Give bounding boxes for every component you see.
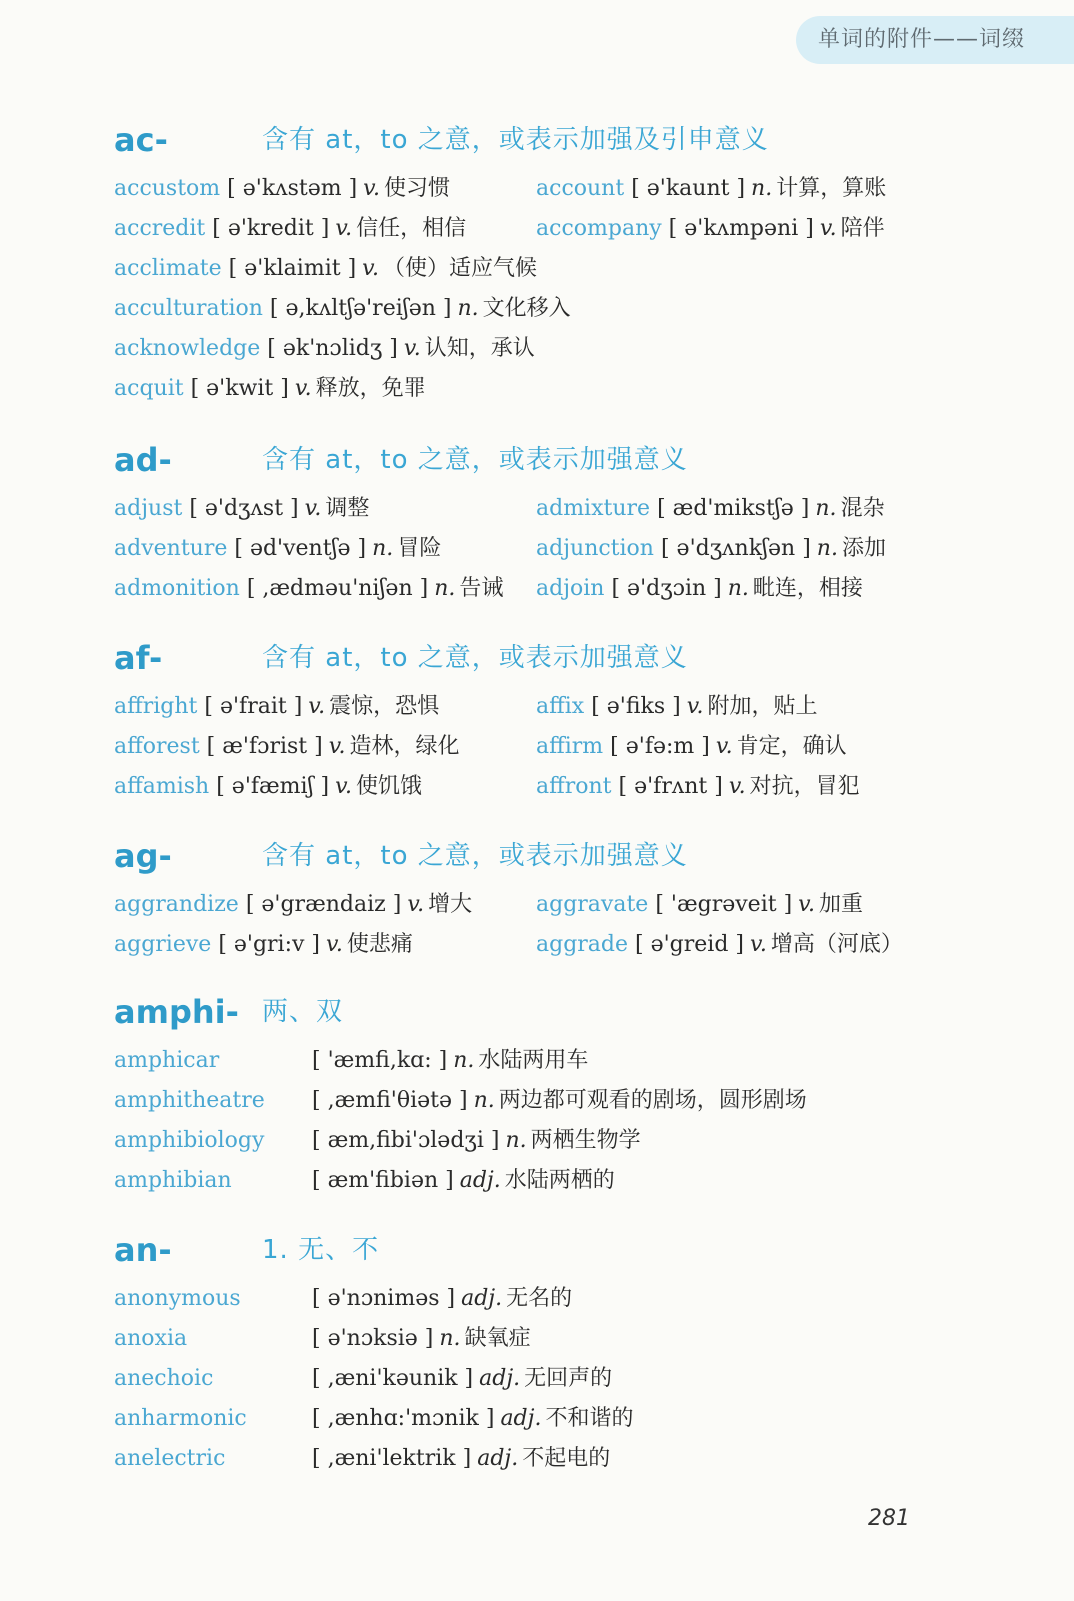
- entry: [312, 1085, 807, 1117]
- entry-def: 造林，绿化: [349, 734, 460, 759]
- entry-pos: v.: [308, 694, 326, 719]
- entry-ipa: [ ə'dʒʌst ]: [189, 496, 299, 521]
- entry-word: adjoin: [536, 576, 605, 601]
- entry-ipa: [ ,ænhɑ:'mɔnik ]: [312, 1406, 495, 1431]
- entry-word: affix: [536, 694, 585, 719]
- entry-pos: n.: [439, 1326, 461, 1351]
- prefix-heading: amphi-: [114, 993, 239, 1031]
- entry-ipa: [ ə'frʌnt ]: [618, 774, 723, 799]
- entry-ipa: [ ə'fiks ]: [591, 694, 681, 719]
- entry-pos: v.: [363, 176, 380, 201]
- entry-def: 计算，算账: [776, 176, 887, 201]
- entry-pos: n.: [815, 496, 837, 521]
- entry-pos: v.: [715, 734, 733, 759]
- entry-ipa: [ ə'dʒɔin ]: [611, 576, 722, 601]
- entry: [114, 1165, 232, 1197]
- entry-ipa: [ ə'kwit ]: [190, 376, 289, 401]
- entry-word: anelectric: [114, 1446, 226, 1471]
- entry: [114, 213, 466, 245]
- entry-pos: v.: [750, 932, 767, 957]
- entry-word: account: [536, 176, 625, 201]
- entry-def: 加重: [818, 892, 863, 917]
- entry-word: affamish: [114, 774, 210, 799]
- entry: [114, 691, 439, 723]
- entry: [312, 1045, 588, 1077]
- entry-pos: adj.: [500, 1406, 542, 1431]
- entry-pos: v.: [335, 774, 352, 799]
- entry: [312, 1283, 572, 1315]
- entry-pos: adj.: [459, 1168, 501, 1193]
- entry-def: 告诫: [459, 576, 504, 601]
- entry: [312, 1323, 531, 1355]
- entry-ipa: [ ək'nɔlidʒ ]: [267, 336, 398, 361]
- prefix-heading: af-: [114, 639, 163, 677]
- entry-word: aggrade: [536, 932, 629, 957]
- entry-word: affront: [536, 774, 612, 799]
- entry-pos: adj.: [477, 1446, 519, 1471]
- entry-pos: v.: [407, 892, 425, 917]
- entry: [114, 1125, 264, 1157]
- prefix-meaning: 含有 at，to 之意，或表示加强意义: [262, 643, 688, 673]
- entry-pos: v.: [328, 734, 346, 759]
- entry-def: 不起电的: [522, 1446, 611, 1471]
- entry-word: amphibiology: [114, 1128, 265, 1153]
- entry-ipa: [ ə'nɔksiə ]: [312, 1326, 434, 1351]
- entry-def: 水陆两用车: [478, 1048, 589, 1073]
- entry-def: 使习惯: [383, 176, 450, 201]
- entry-def: 混杂: [840, 496, 885, 521]
- prefix-heading: an-: [114, 1231, 172, 1269]
- entry-ipa: [ ,æni'kəunik ]: [312, 1366, 474, 1391]
- entry-word: accredit: [114, 216, 206, 241]
- entry-def: 陪伴: [840, 216, 885, 241]
- entry-def: 附加，贴上: [707, 694, 818, 719]
- entry-def: 信任，相信: [356, 216, 467, 241]
- entry: [536, 213, 885, 245]
- entry-ipa: [ ə'dʒʌnkʃən ]: [660, 536, 811, 561]
- entry: [114, 889, 472, 921]
- entry: [536, 771, 860, 803]
- entry-ipa: [ ə'kʌmpəni ]: [668, 216, 814, 241]
- entry-pos: n.: [434, 576, 456, 601]
- entry-ipa: [ ə'frait ]: [204, 694, 303, 719]
- entry: [536, 691, 818, 723]
- entry-word: anonymous: [114, 1286, 241, 1311]
- entry-def: 冒险: [397, 536, 442, 561]
- entry-pos: n.: [505, 1128, 527, 1153]
- entry-ipa: [ ə'kredit ]: [212, 216, 330, 241]
- entry: [114, 333, 535, 365]
- entry: [312, 1443, 610, 1475]
- entry-def: 震惊，恐惧: [329, 694, 440, 719]
- entry: [312, 1403, 633, 1435]
- entry-pos: n.: [453, 1048, 475, 1073]
- entry-def: 使悲痛: [346, 932, 413, 957]
- entry-def: 文化移入: [482, 296, 571, 321]
- entry-def: 无回声的: [524, 1366, 613, 1391]
- entry-word: amphibian: [114, 1168, 232, 1193]
- entry-def: 两栖生物学: [530, 1128, 641, 1153]
- entry: [114, 493, 369, 525]
- entry-word: affirm: [536, 734, 604, 759]
- entry-word: adjunction: [536, 536, 654, 561]
- entry: [114, 929, 413, 961]
- entry-def: 释放，免罪: [315, 376, 426, 401]
- entry: [536, 493, 885, 525]
- prefix-meaning: 两、双: [262, 997, 344, 1027]
- entry: [114, 1085, 265, 1117]
- entry-word: anharmonic: [114, 1406, 247, 1431]
- entry: [114, 771, 422, 803]
- entry-def: （使）适应气候: [382, 256, 537, 281]
- entry: [114, 731, 460, 763]
- entry-word: aggravate: [536, 892, 649, 917]
- entry-def: 不和谐的: [545, 1406, 634, 1431]
- entry-ipa: [ ə,kʌltʃə'reiʃən ]: [269, 296, 452, 321]
- entry-ipa: [ ə'fæmiʃ ]: [216, 774, 330, 799]
- prefix-heading: ag-: [114, 837, 172, 875]
- entry: [114, 173, 450, 205]
- entry-pos: v.: [819, 216, 837, 241]
- entry-word: accustom: [114, 176, 221, 201]
- entry-def: 无名的: [506, 1286, 573, 1311]
- entry-ipa: [ ə'greid ]: [635, 932, 744, 957]
- entry: [114, 1323, 187, 1355]
- entry-word: admonition: [114, 576, 240, 601]
- entry-ipa: [ ,ædməu'niʃən ]: [246, 576, 429, 601]
- entry-word: amphitheatre: [114, 1088, 265, 1113]
- entry-def: 毗连，相接: [752, 576, 863, 601]
- entry: [536, 889, 863, 921]
- entry-pos: v.: [294, 376, 312, 401]
- entry-word: acculturation: [114, 296, 263, 321]
- entry-ipa: [ ə'gri:v ]: [218, 932, 321, 957]
- entry-pos: n.: [727, 576, 749, 601]
- entry: [114, 1403, 247, 1435]
- entry: [536, 173, 886, 205]
- prefix-meaning: 含有 at，to 之意，或表示加强意义: [262, 445, 688, 475]
- entry-pos: v.: [335, 216, 353, 241]
- entry-pos: adj.: [479, 1366, 521, 1391]
- entry-ipa: [ ,æmfi'θiətə ]: [312, 1088, 468, 1113]
- entry-ipa: [ ə'grændaiz ]: [245, 892, 402, 917]
- entry-pos: v.: [686, 694, 704, 719]
- entry-pos: v.: [403, 336, 421, 361]
- prefix-meaning: 含有 at，to 之意，或表示加强意义: [262, 841, 688, 871]
- entry-pos: n.: [751, 176, 773, 201]
- entry-word: accompany: [536, 216, 662, 241]
- entry-ipa: [ æ'fɔrist ]: [206, 734, 323, 759]
- entry-pos: v.: [326, 932, 343, 957]
- entry: [114, 1045, 219, 1077]
- entry-word: adventure: [114, 536, 228, 561]
- entry-pos: n.: [457, 296, 479, 321]
- entry-def: 两边都可观看的剧场，圆形剧场: [498, 1088, 807, 1113]
- entry-ipa: [ ə'nɔniməs ]: [312, 1286, 456, 1311]
- entry: [536, 731, 847, 763]
- entry-word: acclimate: [114, 256, 222, 281]
- entry-def: 调整: [325, 496, 370, 521]
- entry-pos: v.: [304, 496, 322, 521]
- entry-def: 认知，承认: [424, 336, 535, 361]
- prefix-meaning: 1. 无、不: [262, 1235, 380, 1265]
- entry: [536, 533, 886, 565]
- entry-pos: v.: [728, 774, 746, 799]
- entry-ipa: [ ,æni'lektrik ]: [312, 1446, 472, 1471]
- entry-def: 缺氧症: [464, 1326, 531, 1351]
- entry: [312, 1363, 612, 1395]
- entry-pos: n.: [473, 1088, 495, 1113]
- entry: [114, 573, 503, 605]
- entry: [114, 1443, 225, 1475]
- entry-ipa: [ ə'kʌstəm ]: [227, 176, 358, 201]
- entry-pos: n.: [372, 536, 394, 561]
- entry-ipa: [ æm'fibiən ]: [312, 1168, 454, 1193]
- entry-ipa: [ 'æmfi,kɑ: ]: [312, 1048, 448, 1073]
- entry-word: afforest: [114, 734, 200, 759]
- entry-def: 添加: [841, 536, 886, 561]
- prefix-meaning: 含有 at，to 之意，或表示加强及引申意义: [262, 125, 769, 155]
- chapter-header-tab: 单词的附件——词缀: [796, 16, 1074, 64]
- entry-ipa: [ əd'ventʃə ]: [234, 536, 367, 561]
- entry: [312, 1125, 641, 1157]
- entry-def: 增高（河底）: [770, 932, 903, 957]
- entry-def: 增大: [428, 892, 473, 917]
- entry-word: amphicar: [114, 1048, 220, 1073]
- entry-word: anoxia: [114, 1326, 188, 1351]
- entry-ipa: [ ə'klaimit ]: [228, 256, 357, 281]
- entry-pos: v.: [798, 892, 815, 917]
- entry-word: acknowledge: [114, 336, 261, 361]
- entry-word: anechoic: [114, 1366, 214, 1391]
- entry-word: aggrieve: [114, 932, 212, 957]
- entry: [312, 1165, 615, 1197]
- entry-ipa: [ ə'kaunt ]: [631, 176, 746, 201]
- entry-pos: adj.: [461, 1286, 503, 1311]
- entry: [114, 533, 441, 565]
- entry-word: adjust: [114, 496, 183, 521]
- entry-ipa: [ æm,fibi'ɔlədʒi ]: [312, 1128, 500, 1153]
- entry-ipa: [ 'ægrəveit ]: [655, 892, 793, 917]
- entry-def: 对抗，冒犯: [749, 774, 860, 799]
- entry-word: aggrandize: [114, 892, 239, 917]
- entry-pos: v.: [362, 256, 379, 281]
- page-number: 281: [868, 1506, 910, 1531]
- entry-def: 水陆两栖的: [504, 1168, 615, 1193]
- entry: [536, 573, 863, 605]
- entry-pos: n.: [816, 536, 838, 561]
- entry-ipa: [ æd'mikstʃə ]: [657, 496, 810, 521]
- prefix-heading: ad-: [114, 441, 172, 479]
- entry: [114, 1283, 241, 1315]
- entry: [114, 293, 571, 325]
- entry-word: acquit: [114, 376, 184, 401]
- entry: [114, 253, 537, 285]
- entry-ipa: [ ə'fə:m ]: [610, 734, 710, 759]
- entry: [114, 1363, 213, 1395]
- entry-def: 肯定，确认: [736, 734, 847, 759]
- entry-word: affright: [114, 694, 198, 719]
- entry: [114, 373, 426, 405]
- entry-word: admixture: [536, 496, 651, 521]
- prefix-heading: ac-: [114, 121, 168, 159]
- entry: [536, 929, 903, 961]
- entry-def: 使饥饿: [355, 774, 422, 799]
